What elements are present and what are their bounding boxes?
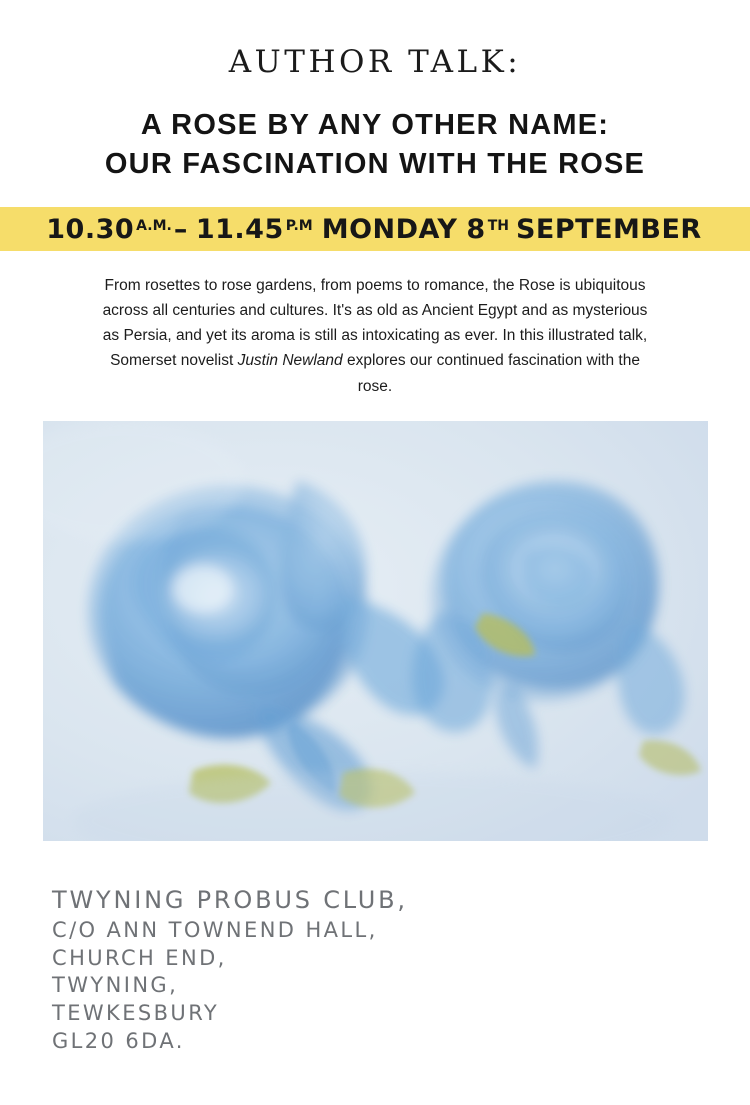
rose-artwork: [43, 421, 708, 841]
rose-illustration-icon: [43, 421, 708, 841]
event-time-text: [46, 214, 703, 245]
description-part-1: From rosettes to rose gardens, from poems to romance, the Rose is ubiquitous across all centuries and cultures. It's as old as Ancient Egypt and as mysterious as Persia, and yet its aroma is still as intoxicating as ever. In this illustrated talk, Somerset novelist: [102, 277, 648, 370]
subtitle-line-2: OUR FASCINATION WITH THE ROSE: [104, 147, 646, 180]
event-date-ordinal: TH: [487, 217, 509, 234]
venue-address: [52, 885, 750, 1057]
venue-line-1: TWYNING PROBUS CLUB,: [52, 885, 408, 914]
time-dash: –: [173, 213, 188, 245]
start-time-suffix: A.M.: [136, 217, 172, 234]
venue-line-2: C/O ANN TOWNEND HALL,: [52, 917, 378, 942]
description-part-2: explores our continued fascination with the rose.: [342, 352, 640, 395]
event-day: MONDAY: [321, 213, 458, 245]
end-time-suffix: P.M: [285, 217, 313, 234]
author-name: Justin Newland: [237, 352, 343, 370]
start-time: 10.30: [46, 213, 135, 245]
event-description: [95, 273, 655, 399]
venue-line-4: TWYNING,: [52, 973, 179, 998]
venue-line-6: GL20 6DA.: [52, 1029, 185, 1054]
event-date-number: 8: [466, 213, 486, 245]
subtitle-line-1: A ROSE BY ANY OTHER NAME:: [140, 109, 610, 141]
event-time-banner: [0, 207, 750, 251]
page-subtitle: [0, 106, 750, 183]
venue-line-3: CHURCH END,: [52, 945, 227, 970]
poster-page: [0, 44, 750, 1105]
page-title: AUTHOR TALK:: [228, 44, 522, 80]
event-month: SEPTEMBER: [515, 213, 702, 245]
venue-line-5: TEWKESBURY: [52, 1001, 220, 1026]
end-time: 11.45: [195, 213, 284, 245]
